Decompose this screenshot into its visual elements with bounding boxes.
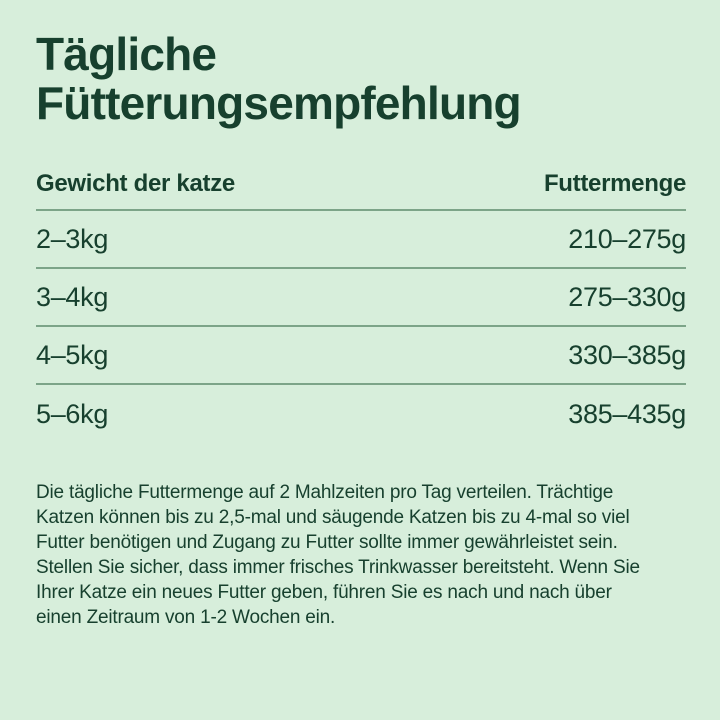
amount-cell: 385–435g — [568, 398, 686, 429]
column-header-weight: Gewicht der katze — [36, 170, 235, 197]
table-row — [36, 385, 686, 443]
amount-cell: 330–385g — [568, 339, 686, 370]
feeding-notes-line: Die tägliche Futtermenge auf 2 Mahlzeiten pro Tag verteilen. Trächtige — [36, 482, 614, 503]
amount-cell: 210–275g — [568, 223, 686, 254]
feeding-notes-line: Stellen Sie sicher, dass immer frisches Trinkwasser bereitsteht. Wenn Sie — [36, 557, 640, 578]
page-title: Tägliche Fütterungsempfehlung — [36, 28, 521, 129]
feeding-notes-line: einen Zeitraum von 1-2 Wochen ein. — [36, 607, 336, 628]
table-header-row — [36, 170, 686, 211]
weight-cell: 5–6kg — [36, 398, 109, 429]
feeding-table — [36, 170, 686, 443]
feeding-notes-line: Ihrer Katze ein neues Futter geben, führen Sie es nach und nach über — [36, 582, 612, 603]
amount-cell: 275–330g — [568, 281, 686, 312]
table-row — [36, 211, 686, 269]
column-header-amount: Futtermenge — [543, 170, 686, 197]
table-row — [36, 327, 686, 385]
feeding-notes-line: Futter benötigen und Zugang zu Futter sollte immer gewährleistet sein. — [36, 532, 618, 553]
weight-cell: 4–5kg — [36, 339, 109, 370]
feeding-notes-line: Katzen können bis zu 2,5-mal und säugende Katzen bis zu 4-mal so viel — [36, 507, 630, 528]
weight-cell: 2–3kg — [36, 223, 109, 254]
table-row — [36, 269, 686, 327]
weight-cell: 3–4kg — [36, 281, 109, 312]
feeding-notes — [36, 480, 686, 630]
